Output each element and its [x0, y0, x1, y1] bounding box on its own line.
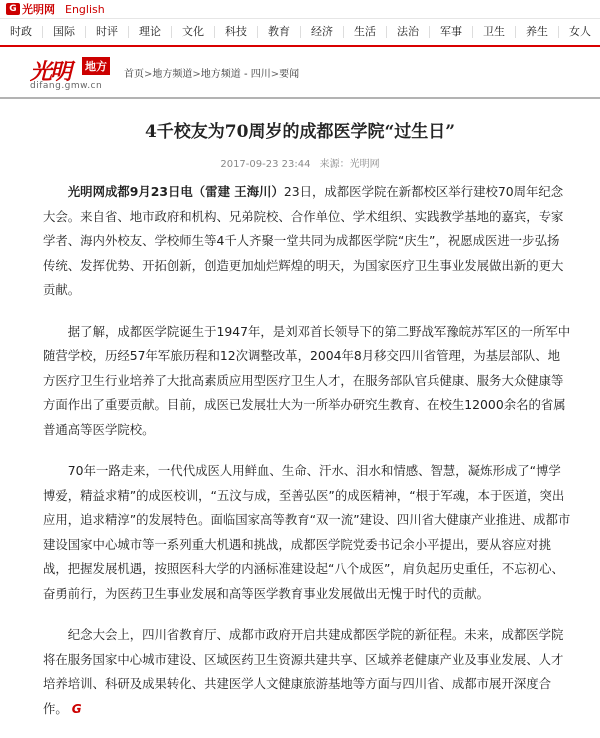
paragraph [43, 623, 571, 721]
site-header [0, 47, 600, 97]
breadcrumb-separator: > [192, 68, 201, 80]
gmw-logo[interactable] [6, 1, 55, 17]
english-link[interactable]: English [65, 2, 105, 16]
breadcrumb-home[interactable]: 首页 [124, 68, 144, 80]
nav-item-guoji[interactable]: 国际 [43, 26, 86, 38]
nav-item-lilun[interactable]: 理论 [129, 26, 172, 38]
article-date: 2017-09-23 23:44 [220, 159, 311, 170]
paragraph [43, 180, 571, 303]
paragraph: 据了解，成都医学院诞生于1947年，是刘邓首长领导下的第二野战军豫皖苏军区的一所军中随营学校，历经57年军旅历程和12次调整改革，2004年8月移交四川省管理，为基层部队、地方医疗卫生行业培养了大批高素质应用型医疗卫生人才，在服务部队官兵健康、服务大众健康等方面作出了重要贡献。目前，成医已发展壮大为一所举办研究生教育、在校生12000余名的省属普通高等医学院校。 [43, 323, 571, 437]
nav-item-wenhua[interactable]: 文化 [172, 26, 215, 38]
nav-item-junshi[interactable]: 军事 [430, 26, 473, 38]
paragraph: 70年一路走来，一代代成医人用鲜血、生命、汗水、泪水和情感、智慧，凝炼形成了“博学博爱，精益求精”的成医校训，“五汶与成，至善弘医”的成医精神，“根于军魂，本于医道，突出应用，追求精淳”的发展特色。面临国家高等教育“双一流”建设、四川省大健康产业推进、成都市建设国家中心城市等一系列重大机遇和挑战，成都医学院党委书记余小平提出，要从容应对挑战，把握发展机遇，按照医科大学的内涵标准建设起“八个成医”，肩负起历史重任，不忘初心、奋勇前行，为医药卫生事业发展和高等医学教育事业发展做出无愧于时代的贡献。 [43, 463, 571, 601]
nav-item-shenghuo[interactable]: 生活 [344, 26, 387, 38]
nav-item-shizheng[interactable]: 时政 [0, 26, 43, 38]
article-source: 来源：光明网 [319, 159, 380, 170]
nav-item-weisheng[interactable]: 卫生 [473, 26, 516, 38]
difang-logo[interactable] [30, 51, 116, 93]
paragraph-text: 纪念大会上，四川省教育厅、成都市政府开启共建成都医学院的新征程。未来，成都医学院将在服务国家中心城市建设、区域医药卫生资源共建共享、区域养老健康产业及事业发展、人才培养培训、科研及成果转化、共建医学人文健康旅游基地等方面与四川省、成都市展开深度合作。 [43, 627, 564, 716]
brand-name: 光明 [30, 59, 71, 85]
breadcrumb-separator: > [270, 68, 280, 80]
article-meta [0, 155, 600, 170]
top-bar [0, 0, 600, 19]
nav-item-yangsheng[interactable]: 养生 [516, 26, 559, 38]
breadcrumb-sichuan[interactable]: 地方频道 - 四川 [200, 68, 271, 80]
nav-item-nvren[interactable]: 女人 [569, 25, 591, 38]
breadcrumb-separator: > [144, 68, 153, 80]
logo-text: 光明网 [22, 3, 55, 16]
nav-item-fazhi[interactable]: 法治 [387, 26, 430, 38]
article-title: 4千校友为70周岁的成都医学院“过生日” [144, 122, 456, 142]
article-lead: 光明网成都9月23日电（雷建 王海川） [67, 184, 284, 199]
nav-item-keji[interactable]: 科技 [215, 26, 258, 38]
g-logo-icon: G [6, 3, 20, 15]
gmw-end-icon: G [71, 701, 82, 716]
nav-item-shiping[interactable]: 时评 [86, 26, 129, 38]
nav-item-jiaoyu[interactable]: 教育 [258, 26, 301, 38]
article-body [43, 180, 571, 738]
breadcrumb-difang[interactable]: 地方频道 [152, 68, 193, 80]
nav-item-jingji[interactable]: 经济 [301, 26, 344, 38]
brand-url: difang.gmw.cn [30, 81, 103, 91]
channel-badge: 地方 [82, 57, 110, 75]
paragraph-text: 23日，成都医学院在新都校区举行建校70周年纪念大会。来自省、地市政府和机构、兄弟院校、合作单位、学术组织、实践教学基地的嘉宾，专家学者、海内外校友、学校师生等4千人齐聚一堂共同为成都医学院“庆生”，祝愿成医进一步弘扬传统、发挥优势、开拓创新，创造更加灿烂辉煌的明天，为国家医疗卫生事业发展做出新的更大贡献。 [43, 184, 564, 297]
breadcrumb [124, 65, 299, 80]
header-divider [0, 97, 600, 99]
breadcrumb-yaowen[interactable]: 要闻 [279, 68, 300, 80]
main-nav [0, 19, 600, 47]
